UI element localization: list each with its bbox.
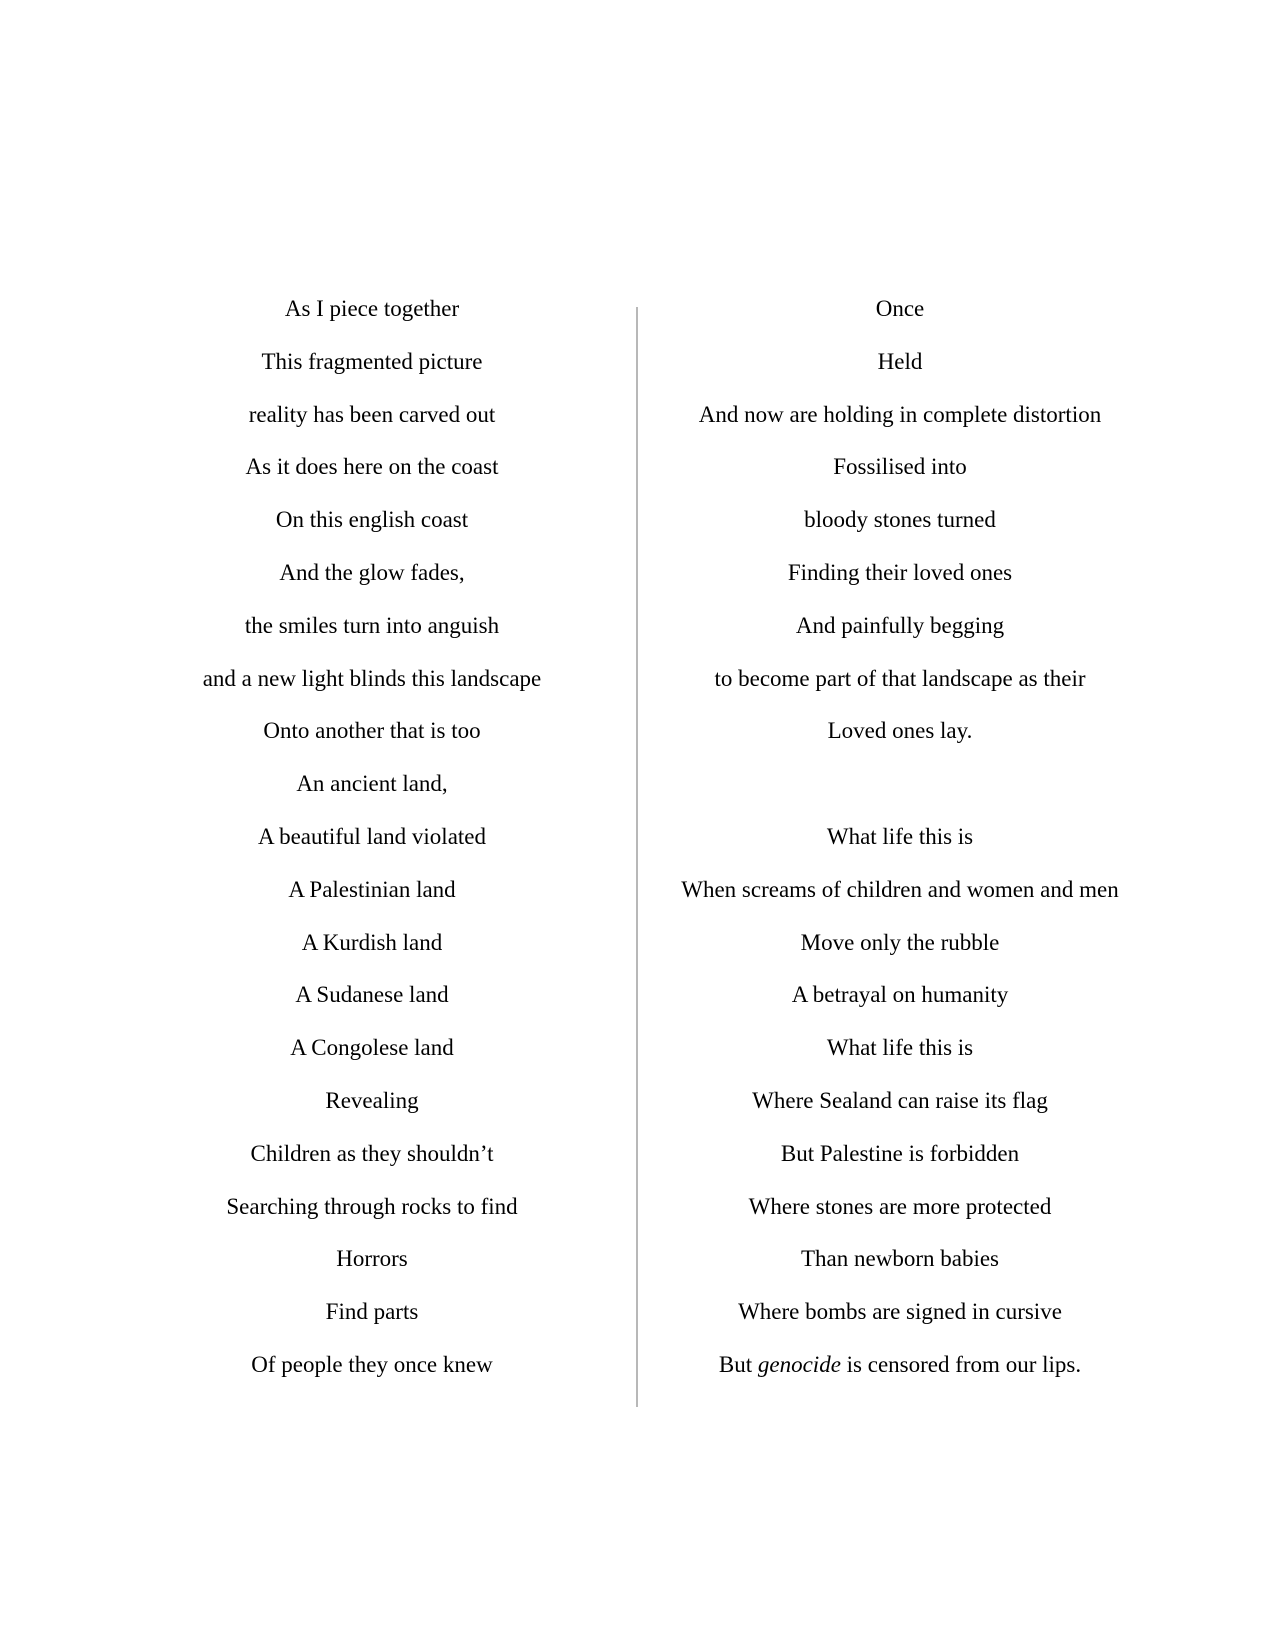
poem-line-final (640, 1351, 1160, 1404)
poem-line: the smiles turn into anguish (244, 612, 500, 638)
poem-line: Horrors (336, 1246, 408, 1272)
poem-line: Finding their loved ones (787, 559, 1013, 585)
poem-line: Where Sealand can raise its flag (752, 1087, 1048, 1113)
poem-line: bloody stones turned (804, 507, 996, 533)
poem-line: Held (877, 348, 923, 374)
stanza-break (640, 770, 1160, 823)
poem-line: On this english coast (275, 507, 469, 533)
poem-line: A Congolese land (290, 1035, 454, 1061)
poem-line: As I piece together (284, 296, 460, 321)
poem-line: A betrayal on humanity (791, 982, 1009, 1008)
poem-right-column (640, 295, 1160, 1404)
poem-line: Revealing (325, 1087, 419, 1113)
poem-line: Where stones are more protected (748, 1193, 1052, 1219)
poem-line: and a new light blinds this landscape (202, 665, 542, 691)
poem-line: Searching through rocks to find (226, 1193, 518, 1219)
poem-line: And now are holding in complete distortion (698, 401, 1102, 427)
poem-line: Loved ones lay. (827, 718, 973, 744)
poem-line: Where bombs are signed in cursive (738, 1299, 1062, 1325)
column-divider (636, 307, 638, 1407)
poem-line: reality has been carved out (248, 401, 496, 427)
poem-line: Find parts (325, 1299, 419, 1325)
poem-line: This fragmented picture (261, 348, 483, 374)
poem-line: Once (875, 296, 925, 321)
poem-line: What life this is (826, 823, 974, 849)
poem-line: Move only the rubble (800, 929, 1000, 955)
poem-line: Onto another that is too (263, 718, 481, 744)
poem-line: A Palestinian land (288, 876, 456, 902)
poem-line: And the glow fades, (279, 559, 465, 585)
poem-line: A beautiful land violated (257, 823, 487, 849)
poem-line: When screams of children and women and men (681, 876, 1119, 902)
final-line-end: is censored from our lips. (840, 1351, 1082, 1377)
poem-line: Children as they shouldn’t (250, 1140, 494, 1166)
poem-line: Than newborn babies (801, 1246, 999, 1272)
poem-line: What life this is (826, 1035, 974, 1061)
poem (0, 295, 1275, 1415)
poem-line: But Palestine is forbidden (780, 1140, 1020, 1166)
poem-line: A Sudanese land (295, 982, 449, 1008)
final-line-emphasis: genocide (757, 1351, 841, 1377)
poem-line: A Kurdish land (301, 929, 443, 955)
poem-line: And painfully begging (795, 612, 1005, 638)
poem-line: An ancient land, (296, 771, 448, 797)
poem-left-column (112, 295, 632, 1404)
poem-line: Of people they once knew (251, 1351, 493, 1377)
final-line-start: But (718, 1351, 758, 1377)
poem-line: Fossilised into (833, 454, 967, 480)
poem-line: As it does here on the coast (245, 454, 499, 480)
poem-line: to become part of that landscape as their (714, 665, 1086, 691)
